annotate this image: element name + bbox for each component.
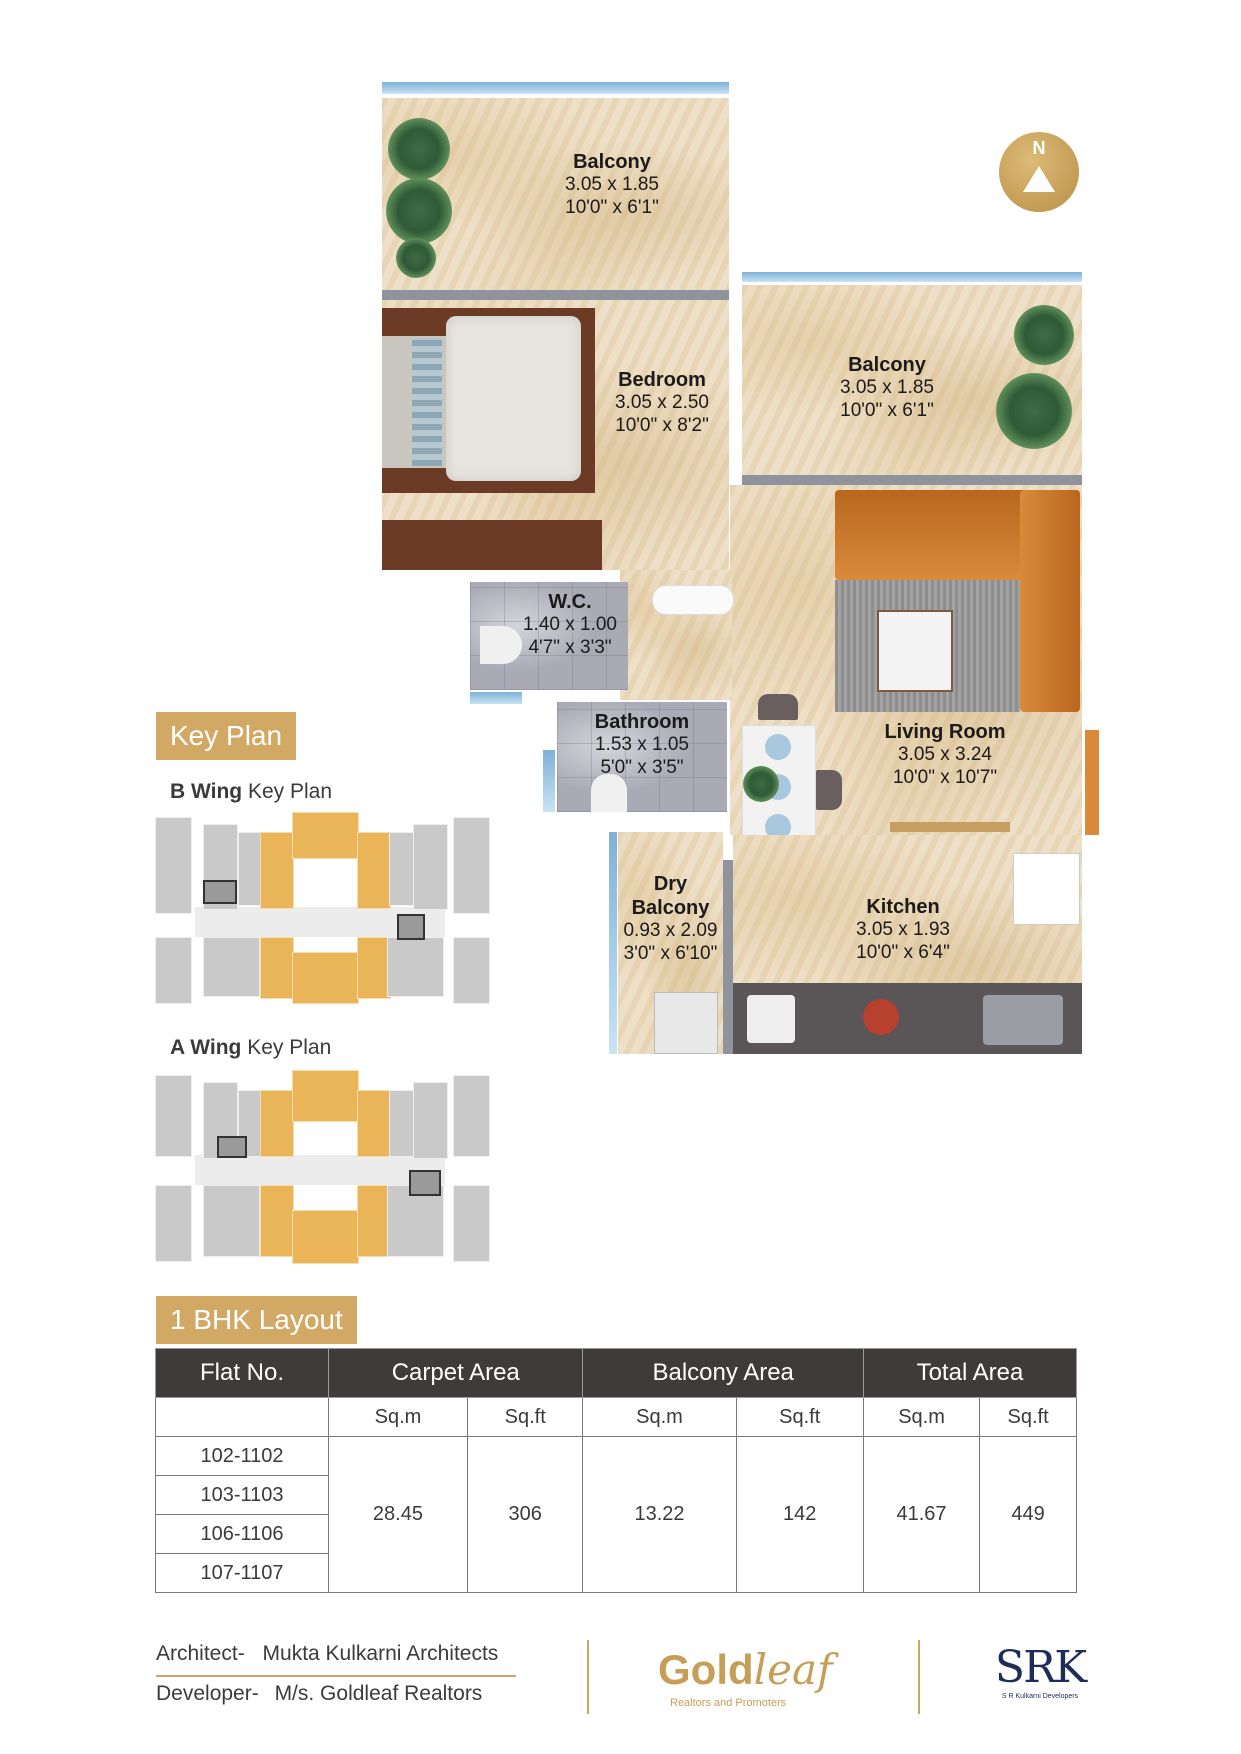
room-size-metric: 0.93 x 2.09 — [623, 920, 718, 941]
room-size-imperial: 10'0" x 6'4" — [856, 941, 950, 963]
room-name: Dry — [653, 873, 688, 895]
bed-icon — [382, 308, 595, 493]
b-wing-title: B Wing Key Plan — [170, 780, 333, 803]
room-size-imperial: 10'0" x 8'2" — [615, 414, 709, 436]
lift-icon — [203, 880, 237, 904]
unit-label: Sq.m — [863, 1398, 979, 1437]
compass-label: N — [1032, 138, 1046, 158]
unit-label: Sq.ft — [736, 1398, 863, 1437]
key-plan-heading: Key Plan — [156, 712, 296, 760]
lift-icon — [397, 914, 425, 940]
footer-divider — [156, 1675, 516, 1677]
room-size-metric: 1.53 x 1.05 — [594, 734, 690, 755]
room-kitchen — [733, 835, 1082, 1054]
header-carpet-area: Carpet Area — [329, 1349, 583, 1398]
srk-logo: SRK S R Kulkarni Developers — [994, 1642, 1086, 1700]
plant-icon — [396, 238, 436, 278]
goldleaf-logo: Goldleaf Realtors and Promoters — [658, 1645, 833, 1709]
balcony-glass-railing — [742, 272, 1082, 282]
room-wc — [470, 582, 628, 690]
room-size-imperial: 5'0" x 3'5" — [600, 756, 684, 778]
unit-label: Sq.ft — [980, 1398, 1077, 1437]
toilet-icon — [591, 774, 627, 812]
table-row — [156, 1437, 1077, 1476]
room-size-metric: 3.05 x 2.50 — [614, 392, 710, 413]
area-table — [155, 1348, 1077, 1593]
chair-icon — [816, 770, 842, 810]
room-size-metric: 3.05 x 1.85 — [564, 174, 660, 195]
carpet-sqm: 28.45 — [329, 1437, 468, 1593]
unit-label: Sq.ft — [467, 1398, 583, 1437]
unit-label: Sq.m — [329, 1398, 468, 1437]
north-compass-icon — [999, 132, 1079, 212]
kitchen-counter — [733, 983, 1082, 1054]
main-door — [1085, 730, 1099, 835]
room-name: Kitchen — [866, 896, 940, 918]
room-size-imperial: 3'0" x 6'10" — [623, 942, 718, 964]
table-header-row — [156, 1349, 1077, 1398]
wall — [382, 290, 729, 300]
plant-icon — [1014, 305, 1074, 365]
room-dry-balcony — [618, 832, 723, 1054]
room-size-imperial: 4'7" x 3'3" — [528, 636, 612, 658]
room-balcony-living — [742, 285, 1082, 475]
layout-heading: 1 BHK Layout — [156, 1296, 357, 1344]
plant-icon — [996, 373, 1072, 449]
room-name: Balcony — [631, 897, 710, 919]
footer-separator — [587, 1640, 589, 1714]
room-bathroom — [557, 702, 727, 812]
wall — [723, 860, 733, 1054]
sofa-icon — [835, 490, 1080, 712]
room-name: Bathroom — [594, 711, 690, 733]
window — [609, 832, 617, 1054]
carpet-sqft: 306 — [467, 1437, 583, 1593]
refrigerator-icon — [1013, 853, 1080, 925]
plant-icon — [386, 178, 452, 244]
flat-no: 103-1103 — [156, 1476, 329, 1515]
room-name: W.C. — [548, 591, 592, 613]
flat-no: 106-1106 — [156, 1515, 329, 1554]
room-name: Living Room — [884, 721, 1006, 743]
room-size-metric: 3.05 x 1.85 — [839, 377, 935, 398]
lift-icon — [409, 1170, 441, 1196]
wall — [742, 475, 1082, 485]
a-wing-key-plan — [155, 1070, 490, 1265]
room-name: Bedroom — [618, 369, 706, 391]
balcony-sqft: 142 — [736, 1437, 863, 1593]
unit-label: Sq.m — [583, 1398, 736, 1437]
flat-no: 102-1102 — [156, 1437, 329, 1476]
balcony-glass-railing — [382, 82, 729, 94]
room-size-metric: 3.05 x 3.24 — [897, 744, 993, 765]
footer-separator — [918, 1640, 920, 1714]
chair-icon — [758, 694, 798, 720]
room-size-metric: 1.40 x 1.00 — [522, 614, 618, 635]
window — [470, 692, 522, 704]
developer-credit: Developer- M/s. Goldleaf Realtors — [156, 1682, 483, 1705]
room-bedroom — [382, 300, 729, 570]
stove-icon — [983, 995, 1063, 1045]
balcony-sqm: 13.22 — [583, 1437, 736, 1593]
b-wing-key-plan — [155, 812, 490, 1007]
plant-icon — [388, 118, 450, 180]
header-flat-no: Flat No. — [156, 1349, 329, 1398]
room-size-metric: 3.05 x 1.93 — [855, 919, 951, 940]
room-size-imperial: 10'0" x 6'1" — [840, 399, 934, 421]
dining-table-icon — [742, 725, 816, 847]
a-wing-title: A Wing Key Plan — [170, 1036, 332, 1059]
room-name: Balcony — [573, 151, 651, 173]
washing-machine-icon — [654, 992, 718, 1054]
window — [543, 750, 555, 812]
room-name: Balcony — [848, 354, 926, 376]
coffee-table — [877, 610, 953, 692]
wardrobe — [382, 520, 602, 570]
wash-basin-icon — [652, 585, 734, 615]
total-sqm: 41.67 — [863, 1437, 979, 1593]
header-total-area: Total Area — [863, 1349, 1076, 1398]
header-balcony-area: Balcony Area — [583, 1349, 863, 1398]
fruit-bowl-icon — [863, 999, 899, 1035]
sink-icon — [747, 995, 795, 1043]
room-balcony-bedroom — [382, 98, 729, 290]
flat-no: 107-1107 — [156, 1554, 329, 1593]
room-size-imperial: 10'0" x 10'7" — [892, 766, 998, 788]
room-size-imperial: 10'0" x 6'1" — [565, 196, 659, 218]
table-units-row — [156, 1398, 1077, 1437]
tv-unit — [890, 822, 1010, 832]
lift-icon — [217, 1136, 247, 1158]
architect-credit: Architect- Mukta Kulkarni Architects — [156, 1642, 499, 1665]
total-sqft: 449 — [980, 1437, 1077, 1593]
